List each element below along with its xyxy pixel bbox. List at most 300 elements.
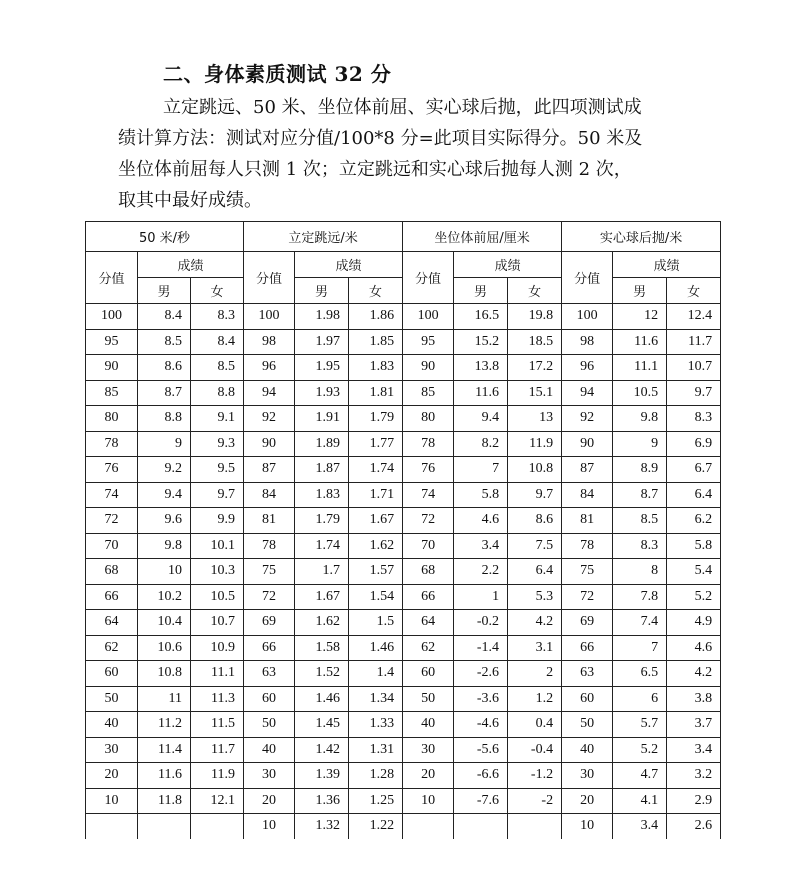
male-value-cell: 3.4 <box>613 814 667 839</box>
table-row <box>86 380 721 406</box>
score-cell: 80 <box>86 406 138 432</box>
paragraph-line: 立定跳远、50 米、坐位体前屈、实心球后抛，此四项测试成 <box>163 97 642 118</box>
male-value-cell <box>454 814 508 839</box>
score-cell: 75 <box>562 559 613 585</box>
score-header: 分值 <box>562 252 613 304</box>
score-cell: 60 <box>562 686 613 712</box>
female-value-cell: 1.25 <box>349 788 403 814</box>
female-value-cell: 11.5 <box>191 712 244 738</box>
table-row <box>86 763 721 789</box>
female-value-cell: 10.3 <box>191 559 244 585</box>
male-value-cell: 11.4 <box>138 737 191 763</box>
score-cell: 40 <box>562 737 613 763</box>
score-cell: 95 <box>403 329 454 355</box>
male-value-cell: 11 <box>138 686 191 712</box>
male-value-cell: 8.5 <box>138 329 191 355</box>
score-cell: 60 <box>403 661 454 687</box>
score-cell: 72 <box>244 584 295 610</box>
female-value-cell: 1.22 <box>349 814 403 839</box>
male-value-cell: 6.5 <box>613 661 667 687</box>
score-cell: 40 <box>244 737 295 763</box>
female-value-cell: 3.4 <box>667 737 721 763</box>
male-value-cell: 11.2 <box>138 712 191 738</box>
male-value-cell: 9.8 <box>613 406 667 432</box>
female-value-cell: 10.9 <box>191 635 244 661</box>
section-heading: 二、身体素质测试 32 分 <box>163 62 392 86</box>
female-value-cell: 1.2 <box>508 686 562 712</box>
female-value-cell: 3.2 <box>667 763 721 789</box>
male-value-cell: 10 <box>138 559 191 585</box>
table-row <box>86 533 721 559</box>
male-value-cell: 7 <box>613 635 667 661</box>
male-value-cell: 1.67 <box>295 584 349 610</box>
male-value-cell: 10.6 <box>138 635 191 661</box>
male-value-cell: 1.39 <box>295 763 349 789</box>
female-value-cell: 1.5 <box>349 610 403 636</box>
female-value-cell: 8.4 <box>191 329 244 355</box>
male-value-cell: 13.8 <box>454 355 508 381</box>
male-value-cell: 11.6 <box>138 763 191 789</box>
male-value-cell: -7.6 <box>454 788 508 814</box>
score-cell: 70 <box>86 533 138 559</box>
female-value-cell: 11.9 <box>191 763 244 789</box>
score-cell: 50 <box>244 712 295 738</box>
male-value-cell: -4.6 <box>454 712 508 738</box>
female-value-cell: 1.4 <box>349 661 403 687</box>
female-value-cell: 9.7 <box>508 482 562 508</box>
female-value-cell: 1.81 <box>349 380 403 406</box>
female-value-cell: 1.46 <box>349 635 403 661</box>
score-cell: 62 <box>403 635 454 661</box>
male-value-cell: 8.7 <box>138 380 191 406</box>
score-cell <box>86 814 138 839</box>
male-header: 男 <box>138 278 191 304</box>
score-header: 分值 <box>244 252 295 304</box>
score-cell: 78 <box>244 533 295 559</box>
male-value-cell: 11.6 <box>613 329 667 355</box>
female-value-cell: 11.9 <box>508 431 562 457</box>
score-cell: 100 <box>403 304 454 330</box>
score-cell: 20 <box>244 788 295 814</box>
table-row <box>86 304 721 330</box>
female-value-cell: 7.5 <box>508 533 562 559</box>
male-value-cell: 8 <box>613 559 667 585</box>
female-value-cell: 6.2 <box>667 508 721 534</box>
score-cell: 50 <box>86 686 138 712</box>
male-value-cell: 1.7 <box>295 559 349 585</box>
score-cell: 30 <box>244 763 295 789</box>
score-cell: 95 <box>86 329 138 355</box>
female-value-cell: 1.34 <box>349 686 403 712</box>
score-cell: 20 <box>86 763 138 789</box>
female-value-cell: 9.3 <box>191 431 244 457</box>
score-cell: 40 <box>86 712 138 738</box>
male-value-cell: 9 <box>613 431 667 457</box>
score-cell: 85 <box>403 380 454 406</box>
male-header: 男 <box>295 278 349 304</box>
male-value-cell: -5.6 <box>454 737 508 763</box>
female-value-cell: 9.7 <box>667 380 721 406</box>
score-cell: 90 <box>244 431 295 457</box>
male-value-cell: 8.6 <box>138 355 191 381</box>
female-value-cell: 10.5 <box>191 584 244 610</box>
table-header-row <box>86 222 721 252</box>
score-cell: 62 <box>86 635 138 661</box>
male-value-cell: 11.6 <box>454 380 508 406</box>
male-value-cell: 1.52 <box>295 661 349 687</box>
table-row <box>86 329 721 355</box>
score-cell: 98 <box>244 329 295 355</box>
female-value-cell: 1.28 <box>349 763 403 789</box>
female-value-cell: 11.7 <box>667 329 721 355</box>
female-value-cell <box>191 814 244 839</box>
group-header: 坐位体前屈/厘米 <box>403 222 562 252</box>
male-header: 男 <box>613 278 667 304</box>
female-value-cell: 8.5 <box>191 355 244 381</box>
female-value-cell: 0.4 <box>508 712 562 738</box>
table-row <box>86 431 721 457</box>
female-value-cell: 1.33 <box>349 712 403 738</box>
female-value-cell: -0.4 <box>508 737 562 763</box>
female-header: 女 <box>191 278 244 304</box>
score-cell: 10 <box>403 788 454 814</box>
male-header: 男 <box>454 278 508 304</box>
score-cell: 74 <box>86 482 138 508</box>
table-row <box>86 610 721 636</box>
score-cell: 94 <box>562 380 613 406</box>
score-cell: 81 <box>562 508 613 534</box>
male-value-cell: 1.36 <box>295 788 349 814</box>
table-row <box>86 814 721 839</box>
score-cell: 68 <box>86 559 138 585</box>
score-cell: 78 <box>403 431 454 457</box>
female-value-cell: 1.77 <box>349 431 403 457</box>
male-value-cell: -3.6 <box>454 686 508 712</box>
male-value-cell: -1.4 <box>454 635 508 661</box>
male-value-cell: 7.4 <box>613 610 667 636</box>
female-value-cell: 10.7 <box>191 610 244 636</box>
score-table <box>85 221 721 839</box>
score-header: 分值 <box>403 252 454 304</box>
table-row <box>86 406 721 432</box>
result-header: 成绩 <box>613 252 721 278</box>
female-value-cell: 6.7 <box>667 457 721 483</box>
female-value-cell: 17.2 <box>508 355 562 381</box>
score-cell <box>403 814 454 839</box>
score-cell: 80 <box>403 406 454 432</box>
female-value-cell: 9.7 <box>191 482 244 508</box>
male-value-cell: 1.74 <box>295 533 349 559</box>
table-row <box>86 508 721 534</box>
male-value-cell: -6.6 <box>454 763 508 789</box>
female-header: 女 <box>508 278 562 304</box>
table-row <box>86 584 721 610</box>
female-value-cell: 6.4 <box>667 482 721 508</box>
score-cell: 50 <box>562 712 613 738</box>
group-header: 50 米/秒 <box>86 222 244 252</box>
male-value-cell: 1.98 <box>295 304 349 330</box>
score-cell: 64 <box>403 610 454 636</box>
score-cell: 74 <box>403 482 454 508</box>
male-value-cell: 10.8 <box>138 661 191 687</box>
score-cell: 75 <box>244 559 295 585</box>
score-cell: 64 <box>86 610 138 636</box>
female-value-cell: 4.9 <box>667 610 721 636</box>
male-value-cell: 1.79 <box>295 508 349 534</box>
male-value-cell: 8.5 <box>613 508 667 534</box>
female-value-cell: 1.85 <box>349 329 403 355</box>
female-value-cell: 12.4 <box>667 304 721 330</box>
score-cell: 81 <box>244 508 295 534</box>
female-value-cell: 6.4 <box>508 559 562 585</box>
male-value-cell: 9.6 <box>138 508 191 534</box>
score-cell: 76 <box>403 457 454 483</box>
female-value-cell: 6.9 <box>667 431 721 457</box>
score-cell: 98 <box>562 329 613 355</box>
male-value-cell: 1.62 <box>295 610 349 636</box>
male-value-cell: 5.8 <box>454 482 508 508</box>
score-cell: 96 <box>562 355 613 381</box>
male-value-cell: 7 <box>454 457 508 483</box>
score-cell: 92 <box>244 406 295 432</box>
female-value-cell: 1.74 <box>349 457 403 483</box>
female-value-cell: 10.1 <box>191 533 244 559</box>
female-value-cell: 11.7 <box>191 737 244 763</box>
table-subheader-row <box>86 252 721 278</box>
female-value-cell: 10.8 <box>508 457 562 483</box>
score-cell: 69 <box>244 610 295 636</box>
male-value-cell: 9.4 <box>138 482 191 508</box>
female-value-cell: 9.9 <box>191 508 244 534</box>
female-value-cell: 9.5 <box>191 457 244 483</box>
paragraph-line: 坐位体前屈每人只测 1 次；立定跳远和实心球后抛每人测 2 次， <box>118 159 632 180</box>
male-value-cell: 1.46 <box>295 686 349 712</box>
female-value-cell: 8.8 <box>191 380 244 406</box>
score-cell: 87 <box>562 457 613 483</box>
score-cell: 92 <box>562 406 613 432</box>
male-value-cell: 11.1 <box>613 355 667 381</box>
male-value-cell: 4.6 <box>454 508 508 534</box>
female-value-cell: 3.7 <box>667 712 721 738</box>
male-value-cell: -2.6 <box>454 661 508 687</box>
score-cell: 30 <box>562 763 613 789</box>
score-cell: 72 <box>86 508 138 534</box>
male-value-cell: 1.93 <box>295 380 349 406</box>
male-value-cell: 10.5 <box>613 380 667 406</box>
score-cell: 10 <box>562 814 613 839</box>
score-cell: 66 <box>244 635 295 661</box>
female-value-cell: 11.3 <box>191 686 244 712</box>
female-value-cell: 1.67 <box>349 508 403 534</box>
male-value-cell: 10.2 <box>138 584 191 610</box>
table-row <box>86 788 721 814</box>
score-cell: 69 <box>562 610 613 636</box>
female-value-cell <box>508 814 562 839</box>
score-cell: 63 <box>244 661 295 687</box>
female-value-cell: 5.2 <box>667 584 721 610</box>
male-value-cell: 12 <box>613 304 667 330</box>
score-cell: 50 <box>403 686 454 712</box>
score-cell: 40 <box>403 712 454 738</box>
result-header: 成绩 <box>454 252 562 278</box>
female-value-cell: 3.1 <box>508 635 562 661</box>
male-value-cell: 8.7 <box>613 482 667 508</box>
male-value-cell: 8.2 <box>454 431 508 457</box>
female-value-cell: 11.1 <box>191 661 244 687</box>
score-cell: 20 <box>403 763 454 789</box>
score-cell: 85 <box>86 380 138 406</box>
male-value-cell: 8.3 <box>613 533 667 559</box>
table-row <box>86 661 721 687</box>
female-value-cell: 8.3 <box>191 304 244 330</box>
male-value-cell: 1.97 <box>295 329 349 355</box>
female-value-cell: 9.1 <box>191 406 244 432</box>
female-value-cell: 3.8 <box>667 686 721 712</box>
score-cell: 66 <box>562 635 613 661</box>
female-value-cell: -2 <box>508 788 562 814</box>
score-header: 分值 <box>86 252 138 304</box>
male-value-cell: 6 <box>613 686 667 712</box>
female-value-cell: 8.6 <box>508 508 562 534</box>
female-value-cell: 1.86 <box>349 304 403 330</box>
female-value-cell: 18.5 <box>508 329 562 355</box>
score-cell: 70 <box>403 533 454 559</box>
male-value-cell: 1 <box>454 584 508 610</box>
male-value-cell: 8.4 <box>138 304 191 330</box>
male-value-cell: 5.2 <box>613 737 667 763</box>
table-row <box>86 737 721 763</box>
score-cell: 90 <box>403 355 454 381</box>
male-value-cell: 15.2 <box>454 329 508 355</box>
male-value-cell: 9.4 <box>454 406 508 432</box>
score-cell: 87 <box>244 457 295 483</box>
score-cell: 100 <box>244 304 295 330</box>
male-value-cell: 10.4 <box>138 610 191 636</box>
female-value-cell: -1.2 <box>508 763 562 789</box>
female-value-cell: 8.3 <box>667 406 721 432</box>
paragraph-line: 绩计算方法：测试对应分值/100*8 分=此项目实际得分。50 米及 <box>118 128 643 149</box>
male-value-cell: 5.7 <box>613 712 667 738</box>
table-row <box>86 686 721 712</box>
female-value-cell: 15.1 <box>508 380 562 406</box>
male-value-cell: 7.8 <box>613 584 667 610</box>
female-value-cell: 19.8 <box>508 304 562 330</box>
score-cell: 60 <box>86 661 138 687</box>
male-value-cell: 1.87 <box>295 457 349 483</box>
male-value-cell: 16.5 <box>454 304 508 330</box>
male-value-cell: 9.2 <box>138 457 191 483</box>
score-cell: 76 <box>86 457 138 483</box>
male-value-cell: 1.42 <box>295 737 349 763</box>
female-header: 女 <box>349 278 403 304</box>
female-value-cell: 4.2 <box>508 610 562 636</box>
table-row <box>86 635 721 661</box>
score-cell: 30 <box>86 737 138 763</box>
male-value-cell <box>138 814 191 839</box>
male-value-cell: 4.7 <box>613 763 667 789</box>
score-cell: 72 <box>562 584 613 610</box>
female-value-cell: 1.57 <box>349 559 403 585</box>
score-cell: 78 <box>562 533 613 559</box>
instructions-paragraph <box>118 92 678 216</box>
result-header: 成绩 <box>295 252 403 278</box>
female-value-cell: 10.7 <box>667 355 721 381</box>
score-cell: 72 <box>403 508 454 534</box>
male-value-cell: 1.91 <box>295 406 349 432</box>
female-value-cell: 2 <box>508 661 562 687</box>
female-value-cell: 1.62 <box>349 533 403 559</box>
score-cell: 90 <box>562 431 613 457</box>
paragraph-line: 取其中最好成绩。 <box>118 190 262 211</box>
score-cell: 20 <box>562 788 613 814</box>
male-value-cell: 1.83 <box>295 482 349 508</box>
table-row <box>86 559 721 585</box>
male-value-cell: 8.9 <box>613 457 667 483</box>
female-value-cell: 1.31 <box>349 737 403 763</box>
score-cell: 66 <box>86 584 138 610</box>
group-header: 立定跳远/米 <box>244 222 403 252</box>
female-value-cell: 1.83 <box>349 355 403 381</box>
female-value-cell: 1.79 <box>349 406 403 432</box>
male-value-cell: 1.45 <box>295 712 349 738</box>
score-cell: 84 <box>244 482 295 508</box>
score-cell: 30 <box>403 737 454 763</box>
male-value-cell: 1.32 <box>295 814 349 839</box>
score-cell: 66 <box>403 584 454 610</box>
female-value-cell: 4.2 <box>667 661 721 687</box>
male-value-cell: 9 <box>138 431 191 457</box>
male-value-cell: 9.8 <box>138 533 191 559</box>
male-value-cell: -0.2 <box>454 610 508 636</box>
table-row <box>86 482 721 508</box>
female-value-cell: 5.3 <box>508 584 562 610</box>
score-cell: 10 <box>244 814 295 839</box>
male-value-cell: 1.89 <box>295 431 349 457</box>
score-cell: 94 <box>244 380 295 406</box>
male-value-cell: 4.1 <box>613 788 667 814</box>
female-value-cell: 5.4 <box>667 559 721 585</box>
score-cell: 60 <box>244 686 295 712</box>
score-cell: 10 <box>86 788 138 814</box>
score-cell: 84 <box>562 482 613 508</box>
female-value-cell: 12.1 <box>191 788 244 814</box>
female-value-cell: 2.9 <box>667 788 721 814</box>
female-value-cell: 1.54 <box>349 584 403 610</box>
table-row <box>86 457 721 483</box>
score-cell: 90 <box>86 355 138 381</box>
male-value-cell: 11.8 <box>138 788 191 814</box>
table-row <box>86 712 721 738</box>
score-cell: 78 <box>86 431 138 457</box>
male-value-cell: 3.4 <box>454 533 508 559</box>
score-cell: 100 <box>86 304 138 330</box>
table-row <box>86 355 721 381</box>
score-cell: 100 <box>562 304 613 330</box>
result-header: 成绩 <box>138 252 244 278</box>
female-header: 女 <box>667 278 721 304</box>
female-value-cell: 13 <box>508 406 562 432</box>
female-value-cell: 4.6 <box>667 635 721 661</box>
female-value-cell: 2.6 <box>667 814 721 839</box>
score-cell: 63 <box>562 661 613 687</box>
male-value-cell: 1.58 <box>295 635 349 661</box>
female-value-cell: 1.71 <box>349 482 403 508</box>
male-value-cell: 2.2 <box>454 559 508 585</box>
score-cell: 68 <box>403 559 454 585</box>
score-cell: 96 <box>244 355 295 381</box>
male-value-cell: 8.8 <box>138 406 191 432</box>
male-value-cell: 1.95 <box>295 355 349 381</box>
